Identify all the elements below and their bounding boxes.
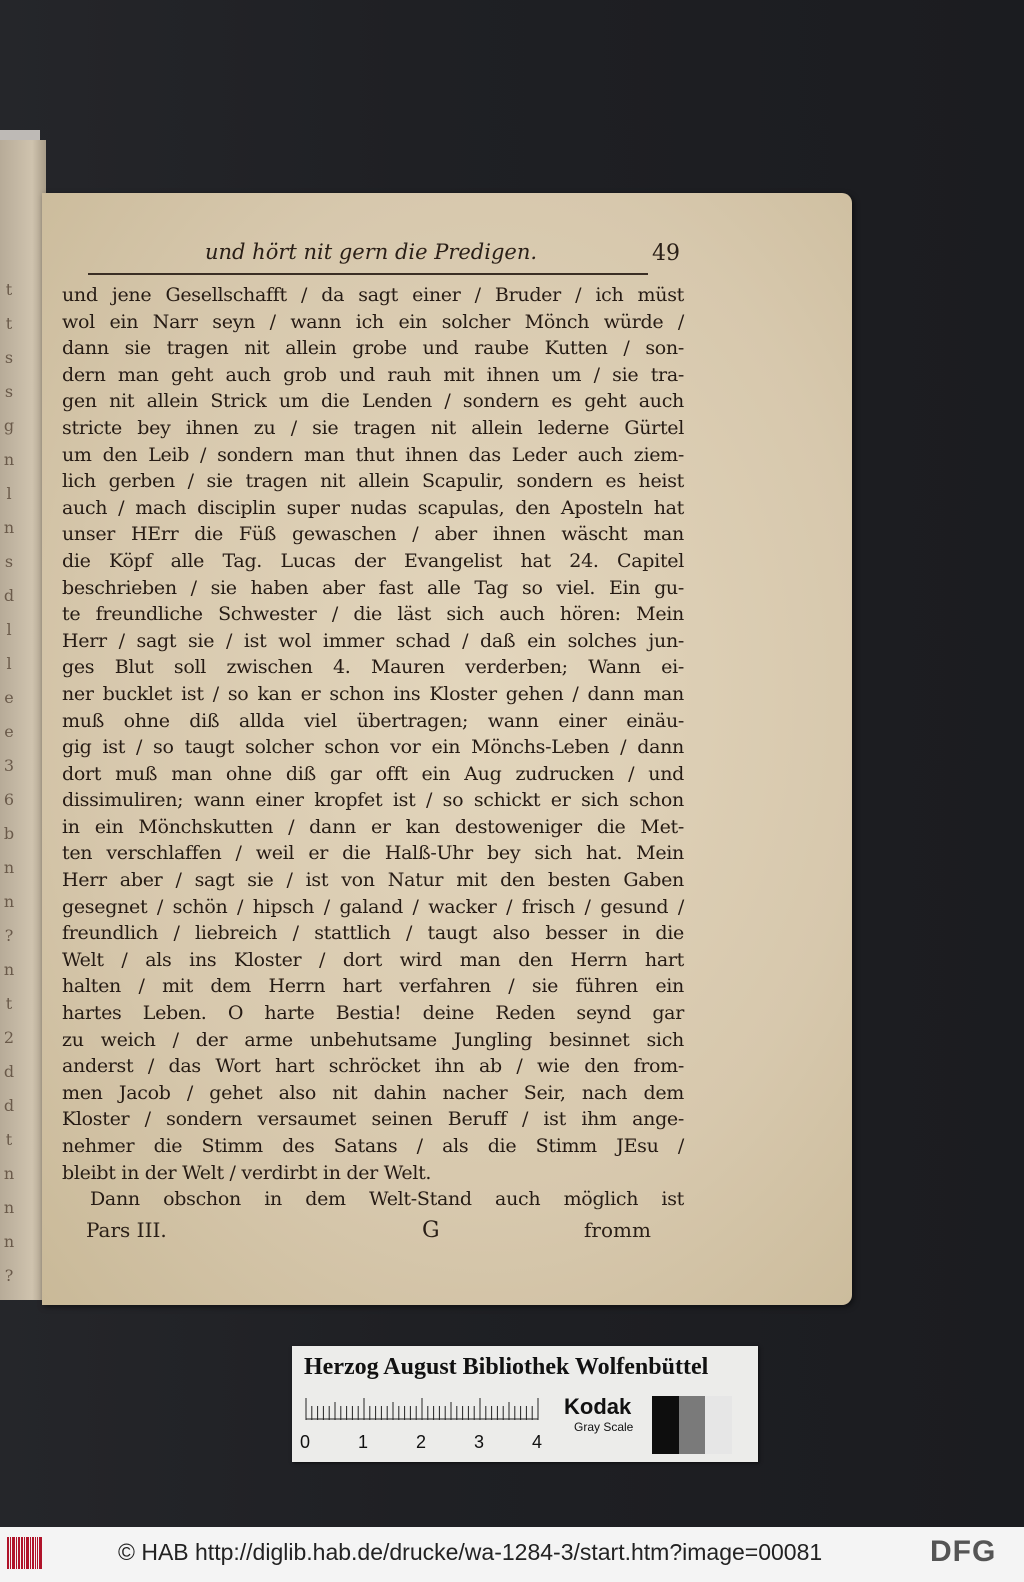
gray-patch-mid xyxy=(679,1396,706,1454)
gray-scale-patches xyxy=(652,1396,732,1454)
text-line: freundlich / liebreich / stattlich / taugt also besser in die xyxy=(62,922,684,945)
text-line: und jene Gesellschafft / da sagt einer / Bruder / ich müst xyxy=(62,284,684,306)
signature-letter: G xyxy=(422,1218,440,1243)
text-line: Dann obschon in dem Welt-Stand auch möglich ist xyxy=(90,1188,684,1211)
barcode-bar xyxy=(37,1537,38,1569)
scale-number: 4 xyxy=(532,1432,543,1452)
text-line: gesegnet / schön / hipsch / galand / wacker / frisch / gesund / xyxy=(62,895,684,918)
neighbour-margin-char: t xyxy=(5,280,13,299)
kodak-subtitle: Gray Scale xyxy=(574,1420,634,1434)
label-title: Herzog August Bibliothek Wolfenbüttel xyxy=(304,1354,709,1380)
neighbour-margin-char: n xyxy=(3,518,15,537)
text-line: muß ohne diß allda viel übertragen; wann einer einäu- xyxy=(62,709,684,732)
text-line: Welt / als ins Kloster / dort wird man den Herrn hart xyxy=(62,948,684,971)
footer-bar xyxy=(0,1527,1024,1582)
neighbour-margin-char: n xyxy=(3,858,15,877)
neighbour-margin-char: 2 xyxy=(3,1028,15,1047)
neighbour-margin-char: d xyxy=(3,586,15,605)
text-line: gen nit allein Strick um die Lenden / sondern es geht auch xyxy=(62,390,684,413)
neighbour-margin-char: n xyxy=(3,450,15,469)
barcode-bar xyxy=(30,1537,31,1569)
text-line: te freundliche Schwester / die läst sich auch hören: Mein xyxy=(62,603,684,626)
text-line: dann sie tragen nit allein grobe und raube Kutten / son- xyxy=(62,337,684,360)
barcode-bar xyxy=(18,1537,20,1569)
text-line: dort muß man ohne diß gar offt ein Aug zudrucken / und xyxy=(62,762,684,785)
signature-mark: Pars III. xyxy=(86,1218,167,1242)
ruler-scale-icon xyxy=(304,1398,544,1420)
text-line: ges Blut soll zwischen 4. Mauren verderben; Wann ei- xyxy=(62,656,684,679)
neighbour-margin-char: n xyxy=(3,1232,15,1251)
text-line: gig ist / so taugt solcher schon vor ein Mönchs-Leben / dann xyxy=(62,736,684,759)
neighbour-margin-char: ? xyxy=(4,1266,14,1285)
text-line: die Köpf alle Tag. Lucas der Evangelist hat 24. Capitel xyxy=(62,549,684,572)
text-line: stricte bey ihnen zu / sie tragen nit allein lederne Gürtel xyxy=(62,416,684,439)
neighbour-margin-char: n xyxy=(3,960,15,979)
neighbour-margin-char: n xyxy=(3,892,15,911)
scale-number: 2 xyxy=(416,1432,427,1452)
scale-number: 0 xyxy=(300,1432,311,1452)
neighbour-margin-char: s xyxy=(4,348,14,367)
page-number: 49 xyxy=(652,241,680,266)
neighbour-margin-char: ? xyxy=(4,926,14,945)
text-line: dern man geht auch grob und rauh mit ihnen um / sie tra- xyxy=(62,363,684,386)
text-line: auch / mach disciplin super nudas scapulas, den Aposteln hat xyxy=(62,496,684,519)
neighbour-margin-char: e xyxy=(4,722,14,741)
text-line: unser HErr die Füß gewaschen / aber ihnen wäscht man xyxy=(62,523,684,546)
neighbour-margin-char: l xyxy=(6,654,12,673)
neighbour-margin-char: d xyxy=(3,1096,15,1115)
text-line: nehmer die Stimm des Satans / als die Stimm JEsu / xyxy=(62,1135,684,1157)
barcode-bar xyxy=(35,1537,36,1569)
barcode-bar xyxy=(12,1537,15,1569)
header-rule xyxy=(88,273,648,275)
text-line: beschrieben / sie haben aber fast alle Tag so viel. Ein gu- xyxy=(62,576,684,599)
neighbour-margin-char: s xyxy=(4,382,14,401)
catchword: fromm xyxy=(584,1218,651,1242)
barcode-icon xyxy=(6,1533,46,1573)
text-line: in ein Mönchskutten / dann er kan destoweniger die Met- xyxy=(62,815,684,838)
text-line: anderst / das Wort hart schröcket ihn ab / wie den from- xyxy=(62,1055,684,1078)
body-text xyxy=(62,282,684,1213)
barcode-bar xyxy=(21,1537,23,1569)
barcode-bar xyxy=(26,1537,29,1569)
neighbour-margin-char: t xyxy=(5,1130,13,1149)
gray-patch-black xyxy=(652,1396,679,1454)
text-line: lich gerben / sie tragen nit allein Scapulir, sondern es heist xyxy=(62,470,684,493)
text-line: wol ein Narr seyn / wann ich ein solcher Mönch würde / xyxy=(62,310,684,333)
barcode-bar xyxy=(16,1537,17,1569)
neighbour-margin-char: g xyxy=(3,416,15,435)
neighbour-page-strip xyxy=(0,140,46,1300)
neighbour-margin-char: 6 xyxy=(3,790,15,809)
neighbour-margin-char: l xyxy=(6,620,12,639)
neighbour-margin-char: 3 xyxy=(3,756,15,775)
text-line: ten verschlaffen / weil er die Halß-Uhr bey sich hat. Mein xyxy=(62,842,684,865)
text-line: zu weich / der arme unbehutsame Jungling besinnet sich xyxy=(62,1028,684,1051)
neighbour-margin-char: n xyxy=(3,1164,15,1183)
running-head: und hört nit gern die Predigen. xyxy=(205,240,538,264)
neighbour-margin-char: b xyxy=(3,824,15,843)
gray-patch-light xyxy=(705,1396,732,1454)
library-label-card xyxy=(292,1346,758,1462)
text-line: Herr aber / sagt sie / ist von Natur mit den besten Gaben xyxy=(62,869,684,892)
text-line: Kloster / sondern versaumet seinen Beruff / ist ihm ange- xyxy=(62,1108,684,1131)
dfg-logo: DFG xyxy=(930,1535,997,1568)
text-line: halten / mit dem Herrn hart verfahren / sie führen ein xyxy=(62,975,684,998)
neighbour-margin-char: t xyxy=(5,994,13,1013)
text-line: men Jacob / gehet also nit dahin nacher Seir, nach dem xyxy=(62,1081,684,1104)
text-line: bleibt in der Welt / verdirbt in der Welt. xyxy=(62,1161,432,1184)
neighbour-margin-char: s xyxy=(4,552,14,571)
neighbour-margin-char: l xyxy=(6,484,12,503)
barcode-bar xyxy=(24,1537,25,1569)
neighbour-margin-char: d xyxy=(3,1062,15,1081)
neighbour-margin-char: e xyxy=(4,688,14,707)
barcode-bar xyxy=(39,1537,42,1569)
scale-number: 3 xyxy=(474,1432,485,1452)
text-line: hartes Leben. O harte Bestia! deine Reden seynd gar xyxy=(62,1002,684,1025)
barcode-bar xyxy=(7,1537,9,1569)
text-line: Herr / sagt sie / ist wol immer schad / daß ein solches jun- xyxy=(62,629,684,652)
text-line: dissimuliren; wann einer kropfet ist / so schickt er sich schon xyxy=(62,789,684,812)
barcode-bar xyxy=(32,1537,34,1569)
footer-copyright-url[interactable]: © HAB http://diglib.hab.de/drucke/wa-1284-3/start.htm?image=00081 xyxy=(118,1539,823,1565)
text-line: um den Leib / sondern man thut ihnen das Leder auch ziem- xyxy=(62,443,684,466)
text-line: ner bucklet ist / so kan er schon ins Kloster gehen / dann man xyxy=(62,682,684,705)
neighbour-margin-char: t xyxy=(5,314,13,333)
kodak-brand: Kodak xyxy=(564,1394,632,1419)
barcode-bar xyxy=(10,1537,11,1569)
neighbour-margin-char: n xyxy=(3,1198,15,1217)
scale-number: 1 xyxy=(358,1432,369,1452)
